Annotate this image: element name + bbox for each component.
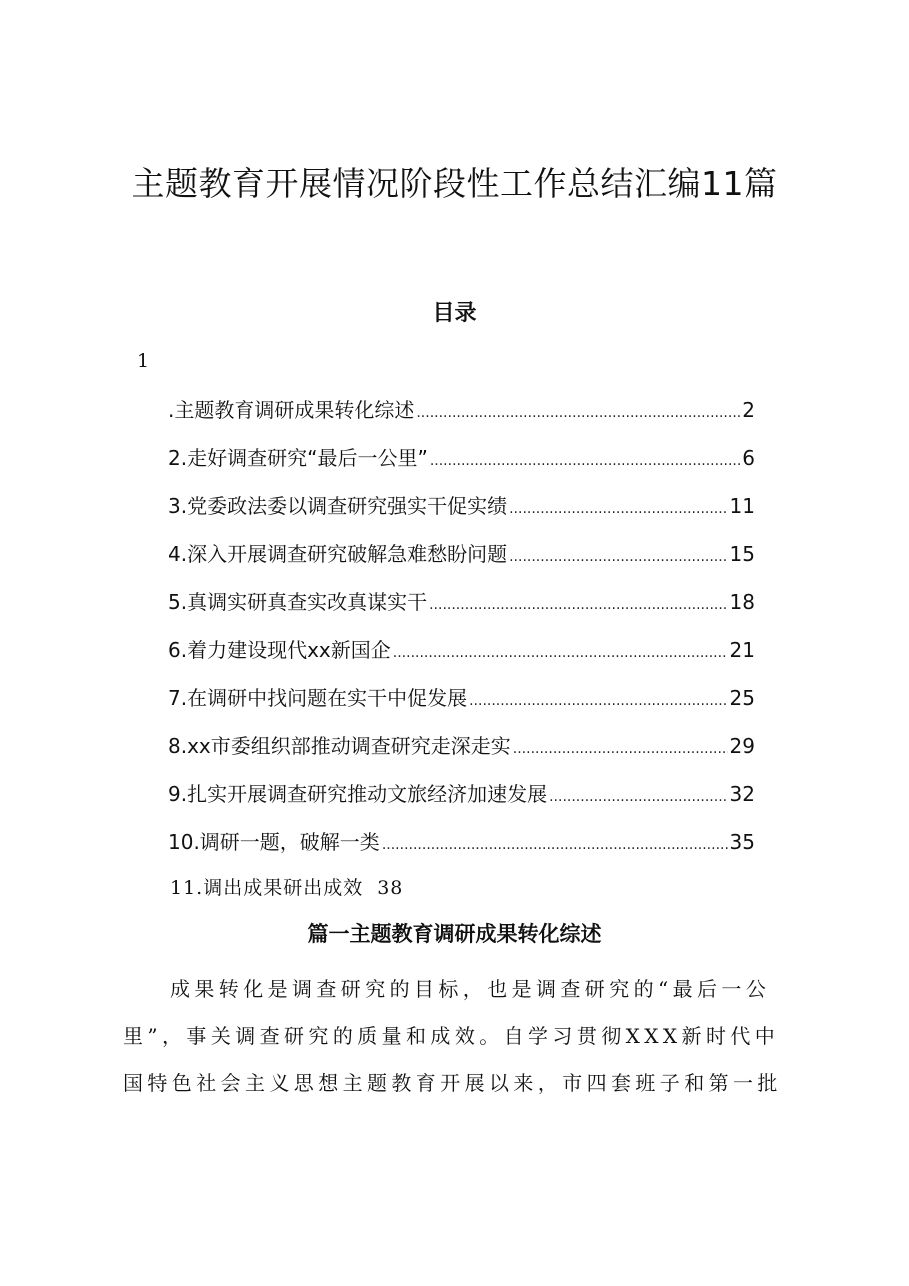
toc-entry[interactable] — [168, 442, 755, 490]
toc-dot-leader — [393, 645, 728, 661]
paragraph-line: 里”，事关调查研究的质量和成效。自学习贯彻XXX新时代中 — [123, 1024, 780, 1048]
toc-entry-page: 11 — [729, 494, 755, 518]
toc-stray-number: 1 — [137, 350, 150, 372]
toc-entry[interactable] — [168, 586, 755, 634]
paragraph-line: 成果转化是调查研究的目标，也是调查研究的“最后一公 — [170, 977, 771, 1001]
toc-entry-page: 29 — [729, 734, 755, 758]
toc-entry-page: 25 — [729, 686, 755, 710]
toc-entry-page: 2 — [742, 398, 755, 422]
toc-entry-label: 8.xx市委组织部推动调查研究走深走实 — [168, 734, 511, 758]
toc-entry[interactable] — [168, 730, 755, 778]
toc-entry[interactable] — [170, 873, 403, 900]
document-title: 主题教育开展情况阶段性工作总结汇编11篇 — [131, 164, 778, 203]
table-of-contents — [168, 394, 755, 874]
toc-entry-label: 7.在调研中找问题在实干中促发展 — [168, 686, 468, 710]
toc-entry[interactable] — [168, 394, 755, 442]
toc-entry[interactable] — [168, 634, 755, 682]
toc-entry-page: 38 — [377, 877, 404, 899]
toc-entry-page: 6 — [742, 446, 755, 470]
toc-entry-page: 15 — [729, 542, 755, 566]
toc-entry[interactable] — [168, 826, 755, 874]
toc-entry-label: .主题教育调研成果转化综述 — [168, 398, 415, 422]
toc-entry-label: 11.调出成果研出成效 — [170, 877, 364, 899]
toc-entry-page: 18 — [729, 590, 755, 614]
toc-entry[interactable] — [168, 490, 755, 538]
toc-dot-leader — [416, 405, 740, 421]
toc-entry[interactable] — [168, 538, 755, 586]
toc-entry-label: 5.真调实研真查实改真谋实干 — [168, 590, 428, 614]
toc-entry-label: 4.深入开展调查研究破解急难愁盼问题 — [168, 542, 508, 566]
toc-dot-leader — [509, 501, 727, 517]
toc-entry[interactable] — [168, 682, 755, 730]
toc-dot-leader — [513, 741, 728, 757]
toc-heading: 目录 — [432, 300, 477, 326]
toc-entry[interactable] — [168, 778, 755, 826]
toc-dot-leader — [429, 597, 727, 613]
toc-dot-leader — [382, 837, 728, 853]
toc-entry-label: 2.走好调查研究“最后一公里” — [168, 446, 428, 470]
toc-dot-leader — [469, 693, 727, 709]
paragraph-line: 国特色社会主义思想主题教育开展以来，市四套班子和第一批 — [123, 1071, 782, 1095]
toc-entry-label: 9.扎实开展调查研究推动文旅经济加速发展 — [168, 782, 548, 806]
toc-entry-page: 32 — [729, 782, 755, 806]
toc-dot-leader — [430, 453, 740, 469]
toc-entry-label: 10.调研一题，破解一类 — [168, 830, 380, 854]
toc-dot-leader — [509, 549, 727, 565]
toc-entry-label: 6.着力建设现代xx新国企 — [168, 638, 391, 662]
body-paragraph — [123, 966, 803, 1107]
toc-dot-leader — [549, 789, 727, 805]
toc-entry-page: 21 — [729, 638, 755, 662]
toc-entry-label: 3.党委政法委以调查研究强实干促实绩 — [168, 494, 508, 518]
section-title: 篇一主题教育调研成果转化综述 — [307, 921, 602, 946]
toc-entry-page: 35 — [729, 830, 755, 854]
